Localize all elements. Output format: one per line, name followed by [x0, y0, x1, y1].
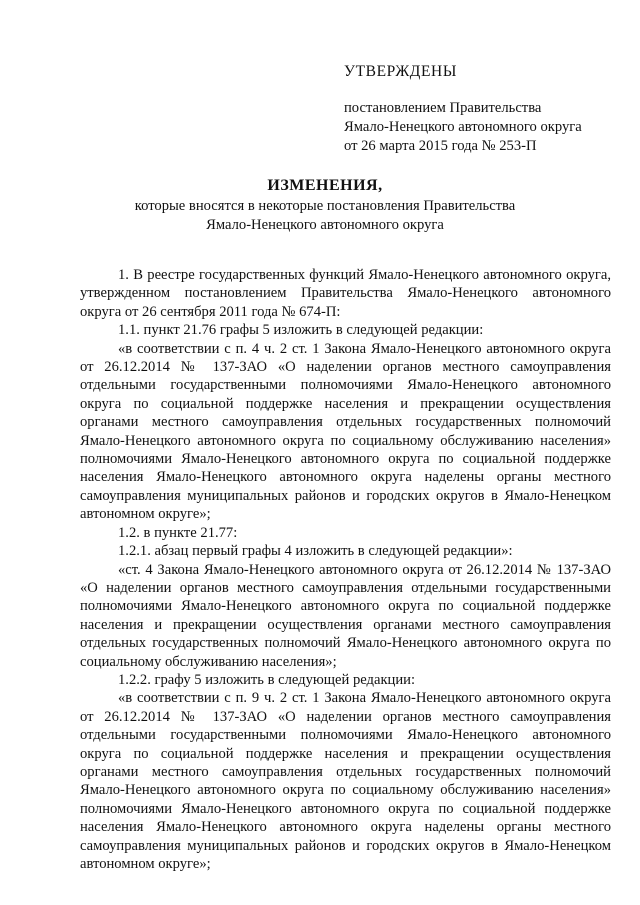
paragraph: 1. В реестре государственных функций Ямало-Ненецкого автономного округа, утвержденном постановлением Правительства Ямало-Ненецкого автономного округа от 26 сентября 2011 года № 674-П: [80, 267, 611, 320]
approval-heading: УТВЕРЖДЕНЫ [344, 63, 457, 80]
subtitle-line: которые вносятся в некоторые постановления Правительства [134, 198, 516, 214]
approval-line: от 26 марта 2015 года № 253-П [344, 138, 537, 154]
document-body [80, 266, 611, 873]
document-title: ИЗМЕНЕНИЯ, [267, 177, 383, 194]
paragraph: 1.1. пункт 21.76 графы 5 изложить в следующей редакции: [118, 322, 484, 339]
paragraph: «ст. 4 Закона Ямало-Ненецкого автономного округа от 26.12.2014 № 137-ЗАО «О наделении органов местного самоуправления отдельными государственными полномочиями Ямало-Ненецкого автономного округа по социальной поддержке населения и прекращении осуществления органами местного самоуправления отдельных государственных полномочий Ямало-Ненецкого автономного округа по социальному обслуживанию населения»; [80, 561, 611, 670]
paragraph: 1.2. в пункте 21.77: [118, 524, 238, 541]
approval-block [344, 62, 624, 156]
subtitle-line: Ямало-Ненецкого автономного округа [206, 217, 444, 233]
paragraph: 1.2.1. абзац первый графы 4 изложить в следующей редакции»: [118, 543, 513, 560]
approval-line: Ямало-Ненецкого автономного округа [344, 119, 582, 135]
document-subtitle [60, 197, 590, 235]
paragraph: «в соответствии с п. 9 ч. 2 ст. 1 Закона Ямало-Ненецкого автономного округа от 26.12.2014 № 137-ЗАО «О наделении органов местного самоуправления отдельными государственными полномочиями Ямало-Ненецкого автономного округа по социальной поддержке населения и прекращении осуществления органами местного самоуправления отдельных государственных полномочий Ямало-Ненецкого автономного округа по социальному обслуживанию населения» полномочиями Ямало-Ненецкого автономного округа по социальной поддержке населения Ямало-Ненецкого автономного округа наделены органы местного самоуправления муниципальных районов и городских округов в Ямало-Ненецком автономном округе»; [80, 690, 611, 872]
paragraph: 1.2.2. графу 5 изложить в следующей редакции: [118, 671, 416, 688]
approval-line: постановлением Правительства [344, 100, 542, 116]
paragraph: «в соответствии с п. 4 ч. 2 ст. 1 Закона Ямало-Ненецкого автономного округа от 26.12.2014 № 137-ЗАО «О наделении органов местного самоуправления отдельными государственными полномочиями Ямало-Ненецкого автономного округа по социальной поддержке населения и прекращении осуществления органами местного самоуправления отдельных государственных полномочий Ямало-Ненецкого автономного округа по социальному обслуживанию населения» полномочиями Ямало-Ненецкого автономного округа по социальной поддержке населения Ямало-Ненецкого автономного округа наделены органы местного самоуправления муниципальных районов и городских округов в Ямало-Ненецком автономном округе»; [80, 340, 611, 523]
